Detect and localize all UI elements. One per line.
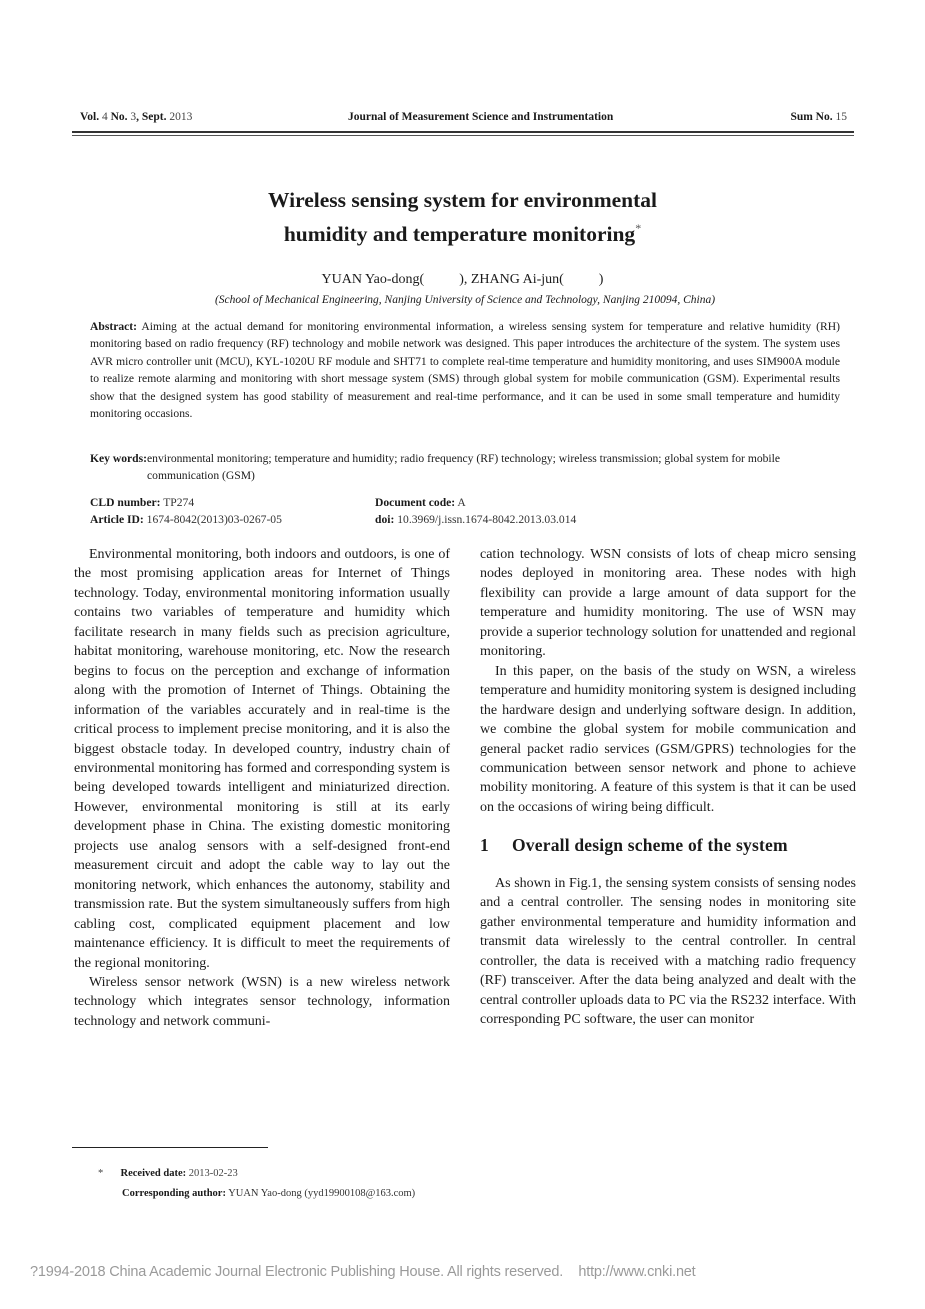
copyright-notice: ?1994-2018 China Academic Journal Electronic Publishing House. All rights reserved. http://www.cnki.net — [30, 1264, 696, 1280]
received-value: 2013-02-23 — [186, 1168, 238, 1179]
number-label: No. — [110, 111, 128, 123]
articleid-label: Article ID: — [90, 513, 144, 526]
articleid-value: 1674-8042(2013)03-0267-05 — [143, 513, 282, 526]
doi-value: 10.3969/j.issn.1674-8042.2013.03.014 — [394, 513, 577, 526]
corresponding-label: Corresponding author: — [122, 1188, 226, 1199]
title-line-2-text: humidity and temperature monitoring — [283, 222, 636, 246]
doi-label: doi: — [375, 513, 395, 526]
paragraph: In this paper, on the basis of the study on WSN, a wireless temperature and humidity monitoring system is designed including the hardware design and underlying software design. In addition, we combine the global system for mobile communication and general packet radio services (GSM/GPRS) technologies for the communication between sensor network and phone to achieve mobility monitoring. A feature of this system is that it can be used on the occasions of wiring being difficult. — [480, 663, 856, 815]
year: 2013 — [169, 111, 193, 123]
section-heading — [480, 836, 856, 855]
sum-label: Sum No. — [790, 111, 833, 123]
paragraph-continued: cation technology. WSN consists of lots of cheap micro sensing nodes deployed in monitoring area. These nodes with high flexibility can provide a large amount of data support for the temperature and humidity monitoring. The use of WSN may provide a superior technology solution for unattended and regional monitoring. — [480, 547, 856, 660]
issue-number: 3 — [130, 111, 137, 123]
footnote-star-icon: * — [98, 1168, 104, 1179]
keywords-text: environmental monitoring; temperature and humidity; radio frequency (RF) technology; wireless transmission; global system for mobile communication (GSM) — [147, 452, 781, 482]
title-line-2 — [100, 214, 825, 248]
cld-value: TP274 — [160, 496, 195, 509]
cld-number — [90, 496, 194, 509]
body-column-left — [74, 545, 450, 1031]
doccode-value: A — [455, 496, 466, 509]
sum-number — [790, 111, 847, 123]
volume-number: 4 — [101, 111, 108, 123]
month-label: Sept. — [141, 111, 167, 123]
issue-info: Vol. 4 No. 3, Sept. 2013 — [80, 111, 193, 123]
header-rule-thin — [72, 135, 854, 136]
section-title: Overall design scheme of the system — [512, 835, 788, 856]
header-rule-thick — [72, 131, 854, 133]
article-title — [100, 186, 825, 248]
authors: YUAN Yao-dong( ), ZHANG Ai-jun( ) — [321, 272, 604, 287]
corresponding-value: YUAN Yao-dong (yyd19900108@163.com) — [225, 1188, 416, 1199]
title-footnote-mark: * — [635, 221, 642, 235]
article-id — [90, 513, 282, 526]
abstract-label: Abstract: — [90, 320, 138, 333]
footnote-corresponding — [122, 1188, 415, 1199]
volume-label: Vol. — [80, 111, 100, 123]
keywords-label: Key words: — [90, 452, 147, 465]
journal-name: Journal of Measurement Science and Instrumentation — [348, 111, 614, 123]
document-code — [375, 496, 466, 509]
abstract — [90, 318, 840, 422]
paragraph: Wireless sensor network (WSN) is a new wireless network technology which integrates sensor technology, information technology and network communi- — [74, 974, 450, 1029]
section-number: 1 — [480, 835, 489, 856]
title-line-1: Wireless sensing system for environmental — [268, 188, 657, 212]
cld-label: CLD number: — [90, 496, 161, 509]
paragraph: Environmental monitoring, both indoors and outdoors, is one of the most promising application areas for Internet of Things technology. Today, environmental monitoring information usually contains two variables of temperature and humidity which facilitate research in many fields such as precision agriculture, habitat monitoring, warehouse monitoring, etc. Now the research begins to focus on the perception and exchange of information along with the promotion of Internet of Things. Obtaining the information of the variables accurately and in real-time is the critical process to implement precise monitoring, and it is also the biggest obstacle today. In developed country, industry chain of environmental monitoring has formed and corresponding system is being developed towards intelligent and miniaturized direction. However, environmental monitoring is still at its early development phase in China. The existing domestic monitoring projects use analog sensors with a self-designed front-end measurement circuit and adopt the cable way to lay out the monitoring network, which enhances the autonomy, stability and transmission rate. But the system simultaneously suffers from high cabling cost, complicated equipment placement and low maintenance efficiency. It is difficult to meet the requirements of the regional monitoring. — [74, 547, 450, 971]
sum-value: 15 — [835, 111, 847, 123]
received-label: Received date: — [120, 1168, 187, 1179]
paragraph: As shown in Fig.1, the sensing system consists of sensing nodes and a central controller. The sensing nodes in monitoring site gather environmental temperature and humidity information and transmit data wirelessly to the central controller. In central controller, the data is received with a matching radio frequency (RF) transceiver. After the data being analyzed and dealt with the central controller uploads data to PC via the RS232 interface. With corresponding PC software, the user can monitor — [480, 875, 856, 1027]
footnote-rule — [72, 1147, 268, 1148]
doccode-label: Document code: — [375, 496, 456, 509]
body-column-right — [480, 545, 856, 1029]
affiliation: (School of Mechanical Engineering, Nanjing University of Science and Technology, Nanjing 210094, China) — [214, 294, 716, 306]
abstract-text: Aiming at the actual demand for monitoring environmental information, a wireless sensing system for temperature and relative humidity (RH) monitoring based on radio frequency (RF) technology and mobile network was designed. This paper introduces the architecture of the system. The system uses AVR micro controller unit (MCU), KYL-1020U RF module and SHT71 to complete real-time temperature and humidity monitoring, and uses SIM900A module to realize remote alarming and monitoring with short message system (SMS) through global system for mobile communication (GSM). Experimental results show that the designed system has good stability of measurement and real-time performance, and it can be used in some small temperature and humidity monitoring occasions. — [90, 320, 840, 421]
footnote-received — [98, 1168, 238, 1179]
running-header — [80, 111, 847, 129]
doi — [375, 513, 576, 526]
keywords — [90, 450, 840, 484]
